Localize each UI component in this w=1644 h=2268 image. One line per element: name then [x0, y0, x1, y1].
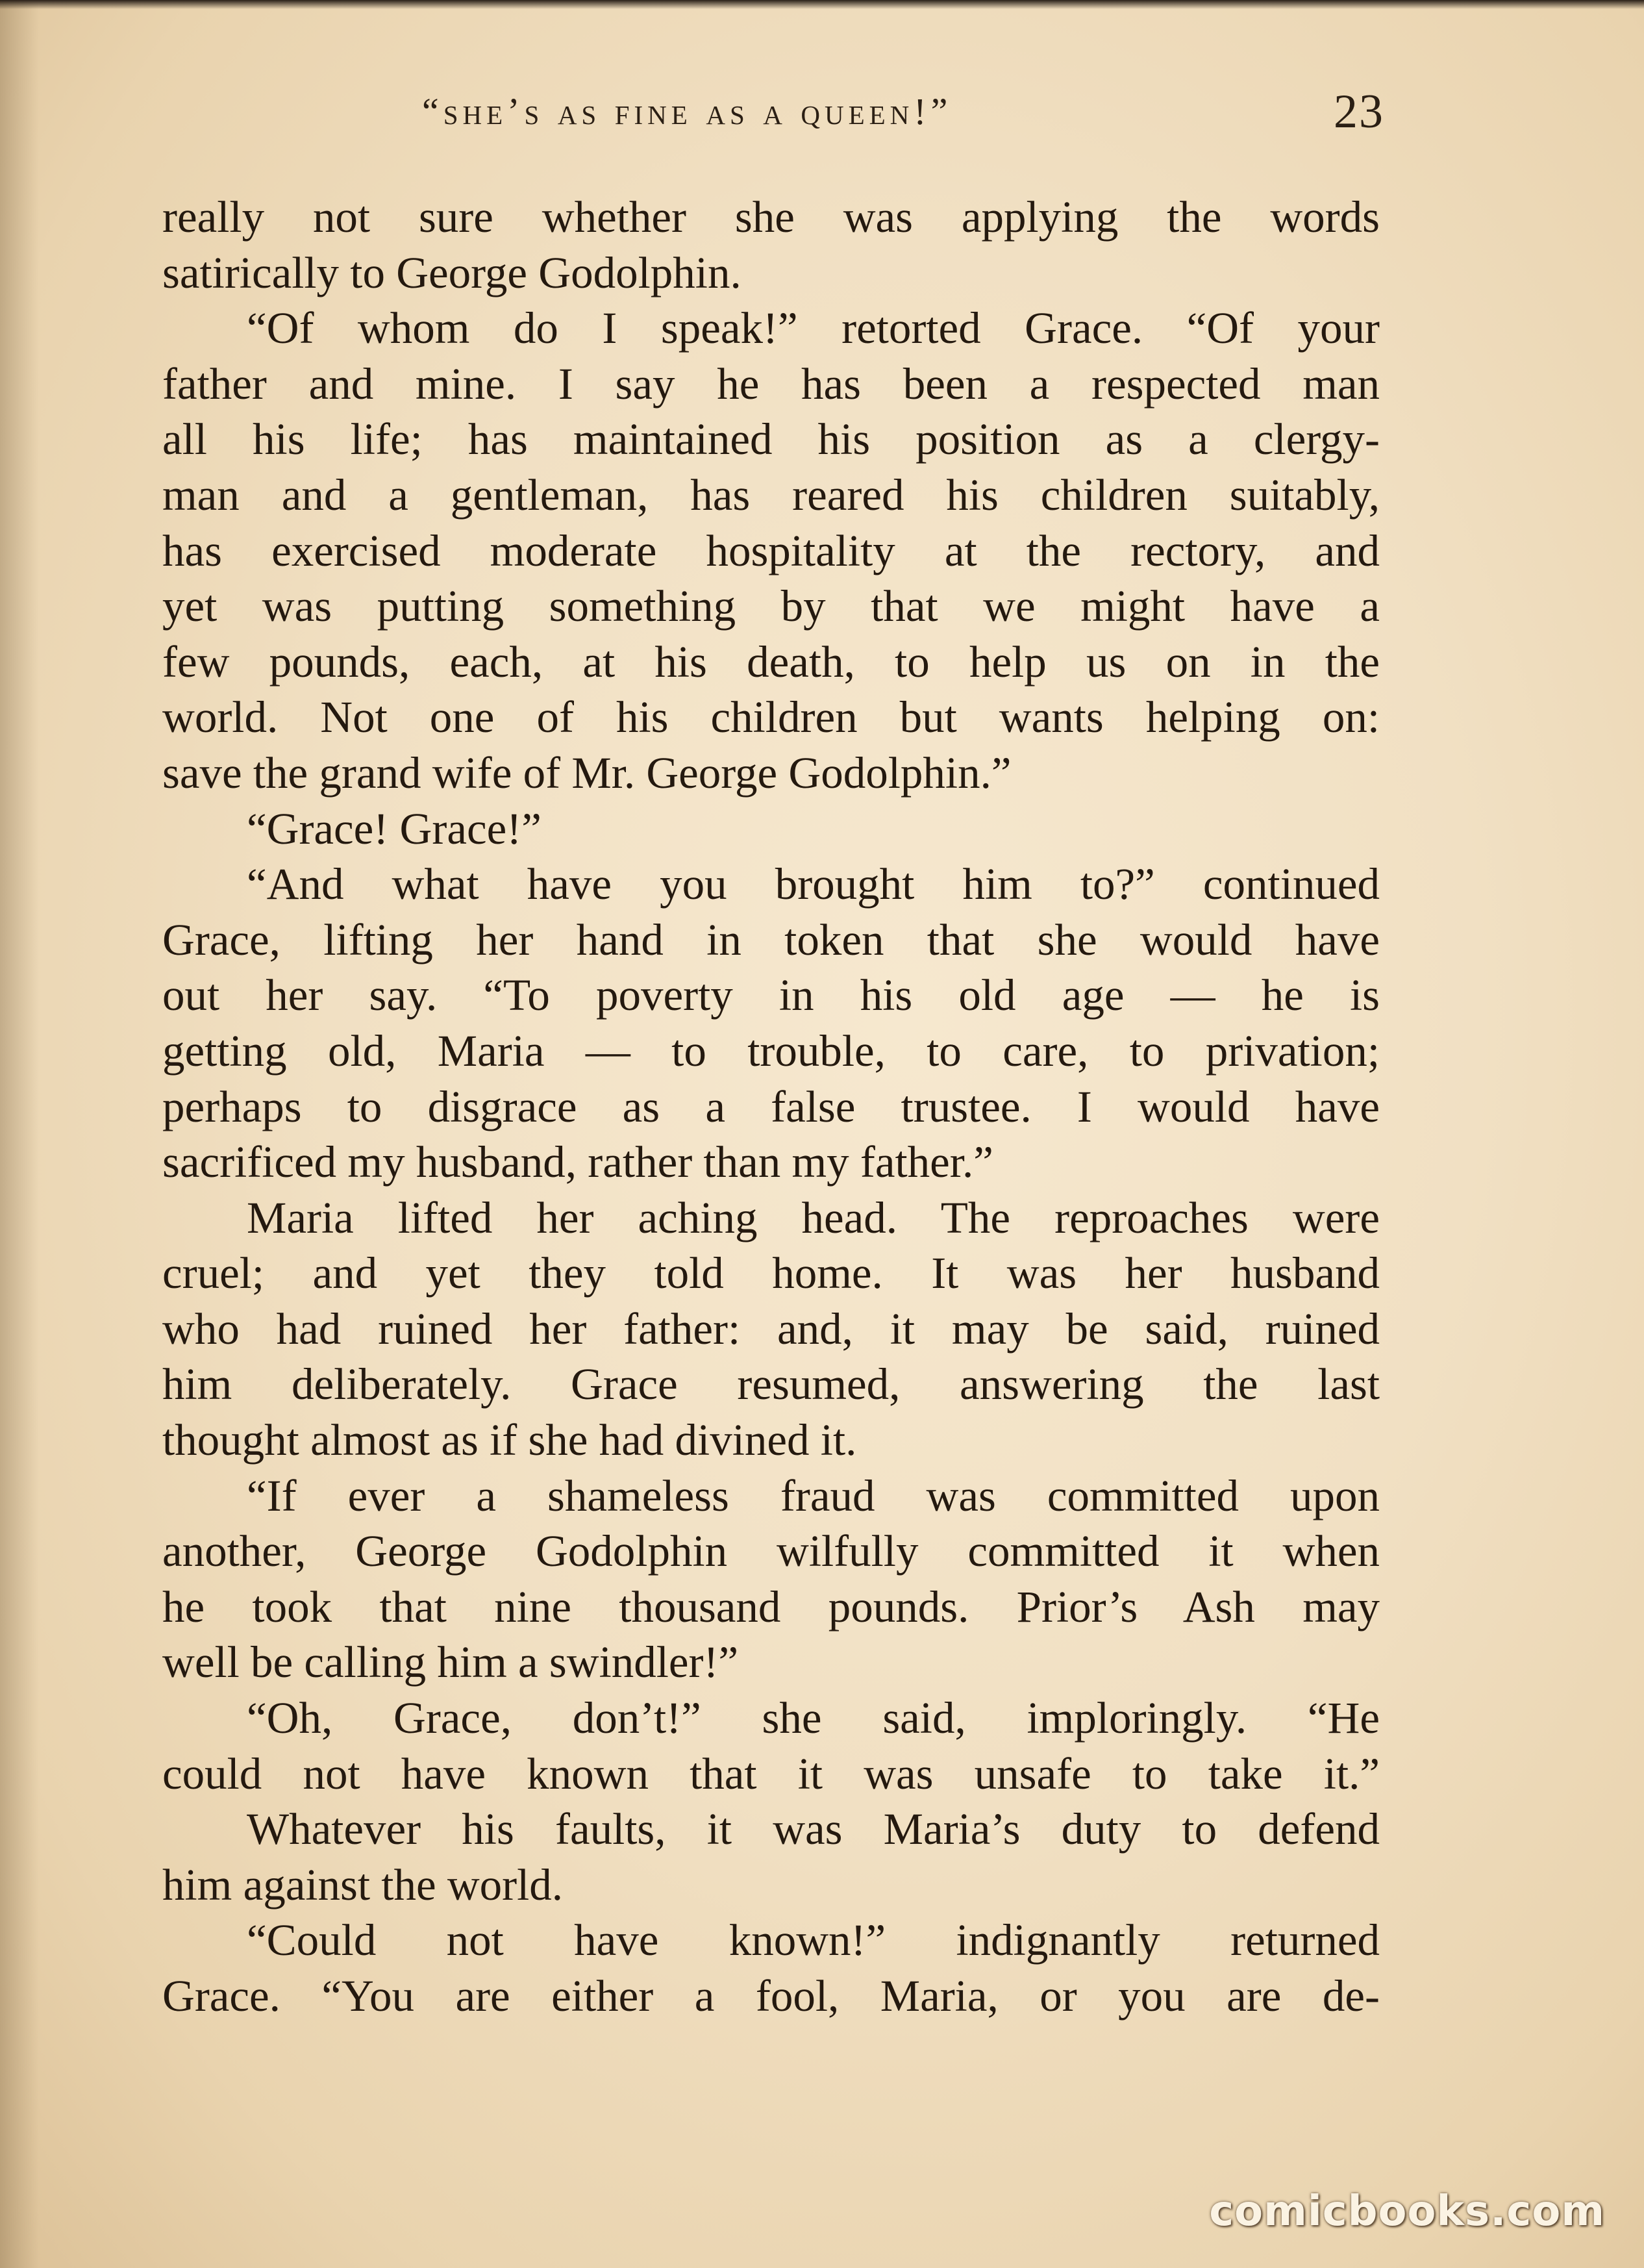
text-line: “Of whom do I speak!” retorted Grace. “Of your — [247, 303, 1380, 353]
text-line: father and mine. I say he has been a respected man — [162, 359, 1380, 409]
text-line: getting old, Maria — to trouble, to care, to privation; — [162, 1026, 1380, 1076]
watermark-logo: comicbooks.com — [1209, 2187, 1605, 2236]
text-line: yet was putting something by that we might have a — [162, 581, 1380, 631]
text-line: he took that nine thousand pounds. Prior’s Ash may — [162, 1581, 1380, 1632]
text-line: another, George Godolphin wilfully committed it when — [162, 1526, 1380, 1576]
text-line: “If ever a shameless fraud was committed upon — [247, 1470, 1380, 1520]
text-line: perhaps to disgrace as a false trustee. I would have — [162, 1081, 1380, 1131]
body-text — [162, 190, 1380, 2024]
text-line: him against the world. — [162, 1859, 564, 1909]
text-line: few pounds, each, at his death, to help us on in the — [162, 636, 1380, 687]
page-top-edge — [0, 0, 1644, 9]
page-gutter-shadow — [0, 0, 39, 2268]
text-line: who had ruined her father: and, it may be said, ruined — [162, 1304, 1380, 1354]
text-line: has exercised moderate hospitality at the rectory, and — [162, 525, 1380, 575]
text-line: sacrificed my husband, rather than my father.” — [162, 1137, 993, 1187]
text-line: out her say. “To poverty in his old age — he is — [162, 970, 1380, 1020]
text-line: satirically to George Godolphin. — [162, 247, 741, 297]
page-number: 23 — [1334, 85, 1384, 138]
text-line: Whatever his faults, it was Maria’s duty to defend — [247, 1804, 1380, 1854]
text-line: man and a gentleman, has reared his children suitably, — [162, 470, 1380, 520]
text-line: all his life; has maintained his position as a clergy- — [162, 414, 1380, 464]
text-line: thought almost as if she had divined it. — [162, 1415, 857, 1465]
text-line: Grace. “You are either a fool, Maria, or you are de- — [162, 1971, 1380, 2021]
text-line: Grace, lifting her hand in token that she would have — [162, 914, 1380, 964]
text-line: “Grace! Grace!” — [247, 803, 542, 853]
text-line: cruel; and yet they told home. It was her husband — [162, 1248, 1380, 1298]
text-line: really not sure whether she was applying the words — [162, 192, 1380, 242]
text-line: “Could not have known!” indignantly returned — [247, 1915, 1380, 1965]
running-title: “she’s as fine as a queen!” — [422, 90, 953, 132]
running-header — [162, 84, 1384, 143]
text-line: could not have known that it was unsafe to take it.” — [162, 1748, 1380, 1798]
text-line: Maria lifted her aching head. The reproaches were — [247, 1192, 1380, 1242]
text-line: well be calling him a swindler!” — [162, 1637, 739, 1687]
text-line: world. Not one of his children but wants helping on: — [162, 692, 1380, 742]
text-line: save the grand wife of Mr. George Godolphin.” — [162, 748, 1012, 798]
text-line: him deliberately. Grace resumed, answering the last — [162, 1359, 1380, 1409]
text-line: “Oh, Grace, don’t!” she said, imploringly. “He — [247, 1693, 1380, 1743]
text-line: “And what have you brought him to?” continued — [247, 859, 1380, 909]
